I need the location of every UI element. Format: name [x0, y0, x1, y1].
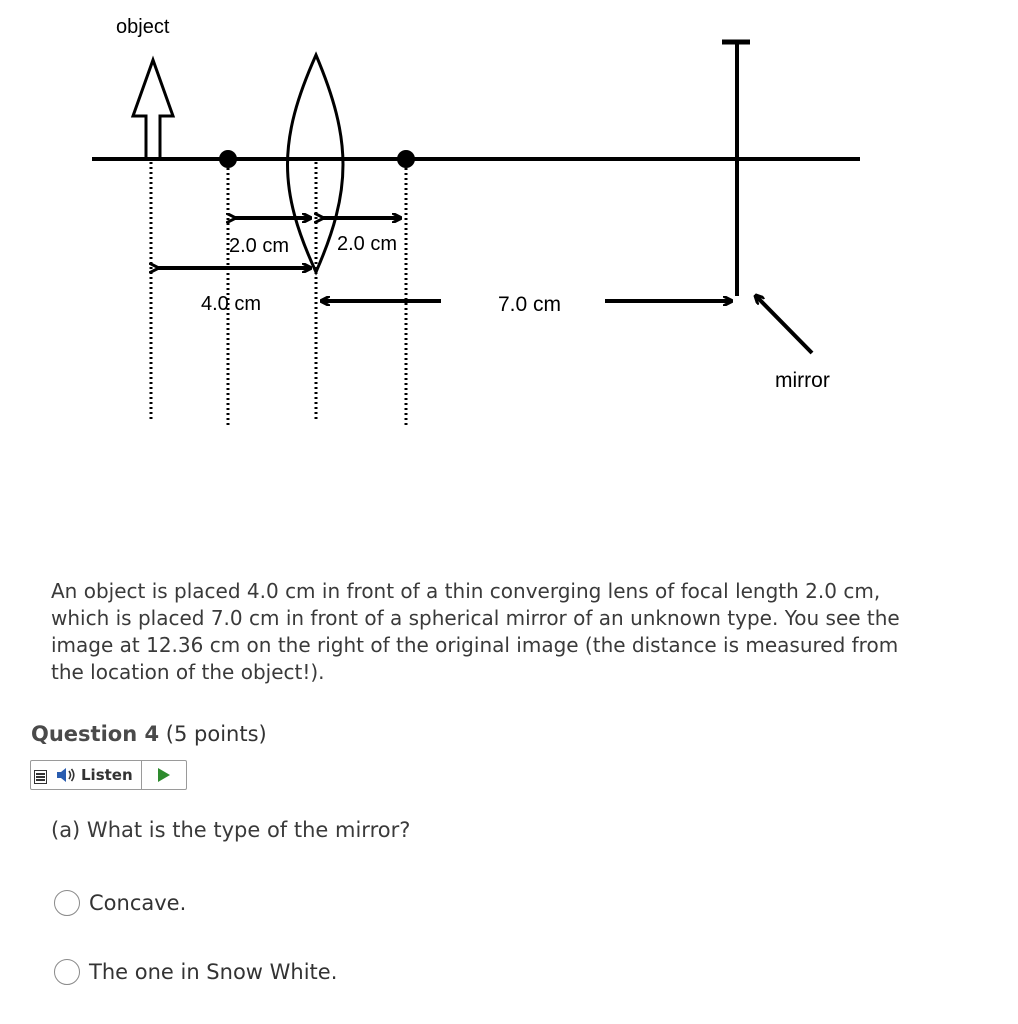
right-focal-label: 2.0 cm	[337, 233, 398, 255]
radio-button[interactable]	[54, 959, 80, 985]
option-concave[interactable]	[54, 890, 186, 916]
speaker-icon	[55, 767, 77, 783]
question-title: Question 4	[31, 722, 160, 746]
listen-widget	[30, 760, 187, 790]
play-icon	[158, 768, 170, 782]
mirror-label: mirror	[775, 369, 830, 392]
mirror-distance-label: 7.0 cm	[498, 293, 562, 316]
radio-button[interactable]	[54, 890, 80, 916]
object-arrow	[133, 60, 173, 159]
left-focal-point	[219, 150, 237, 168]
play-button[interactable]	[142, 761, 186, 789]
option-label: The one in Snow White.	[89, 960, 338, 984]
optics-diagram	[0, 0, 1018, 440]
listen-label: Listen	[81, 766, 133, 784]
option-snow-white[interactable]	[54, 959, 337, 985]
left-focal-label: 2.0 cm	[229, 235, 290, 257]
question-heading	[31, 722, 267, 746]
mirror-pointer-arrow	[756, 296, 812, 353]
question-points: (5 points)	[165, 722, 267, 746]
object-label: object	[116, 16, 170, 38]
problem-statement: An object is placed 4.0 cm in front of a thin converging lens of focal length 2.0 cm, which is placed 7.0 cm in front of a spherical mirror of an unknown type. You see the image at 12.36 cm on the right of the original image (the distance is measured from the location of the object!).	[51, 579, 900, 684]
right-focal-point	[397, 150, 415, 168]
question-prompt: (a) What is the type of the mirror?	[51, 818, 411, 842]
option-label: Concave.	[89, 891, 187, 915]
object-distance-label: 4.0 cm	[201, 293, 262, 315]
listen-button[interactable]	[51, 761, 142, 789]
menu-icon[interactable]	[31, 761, 51, 789]
